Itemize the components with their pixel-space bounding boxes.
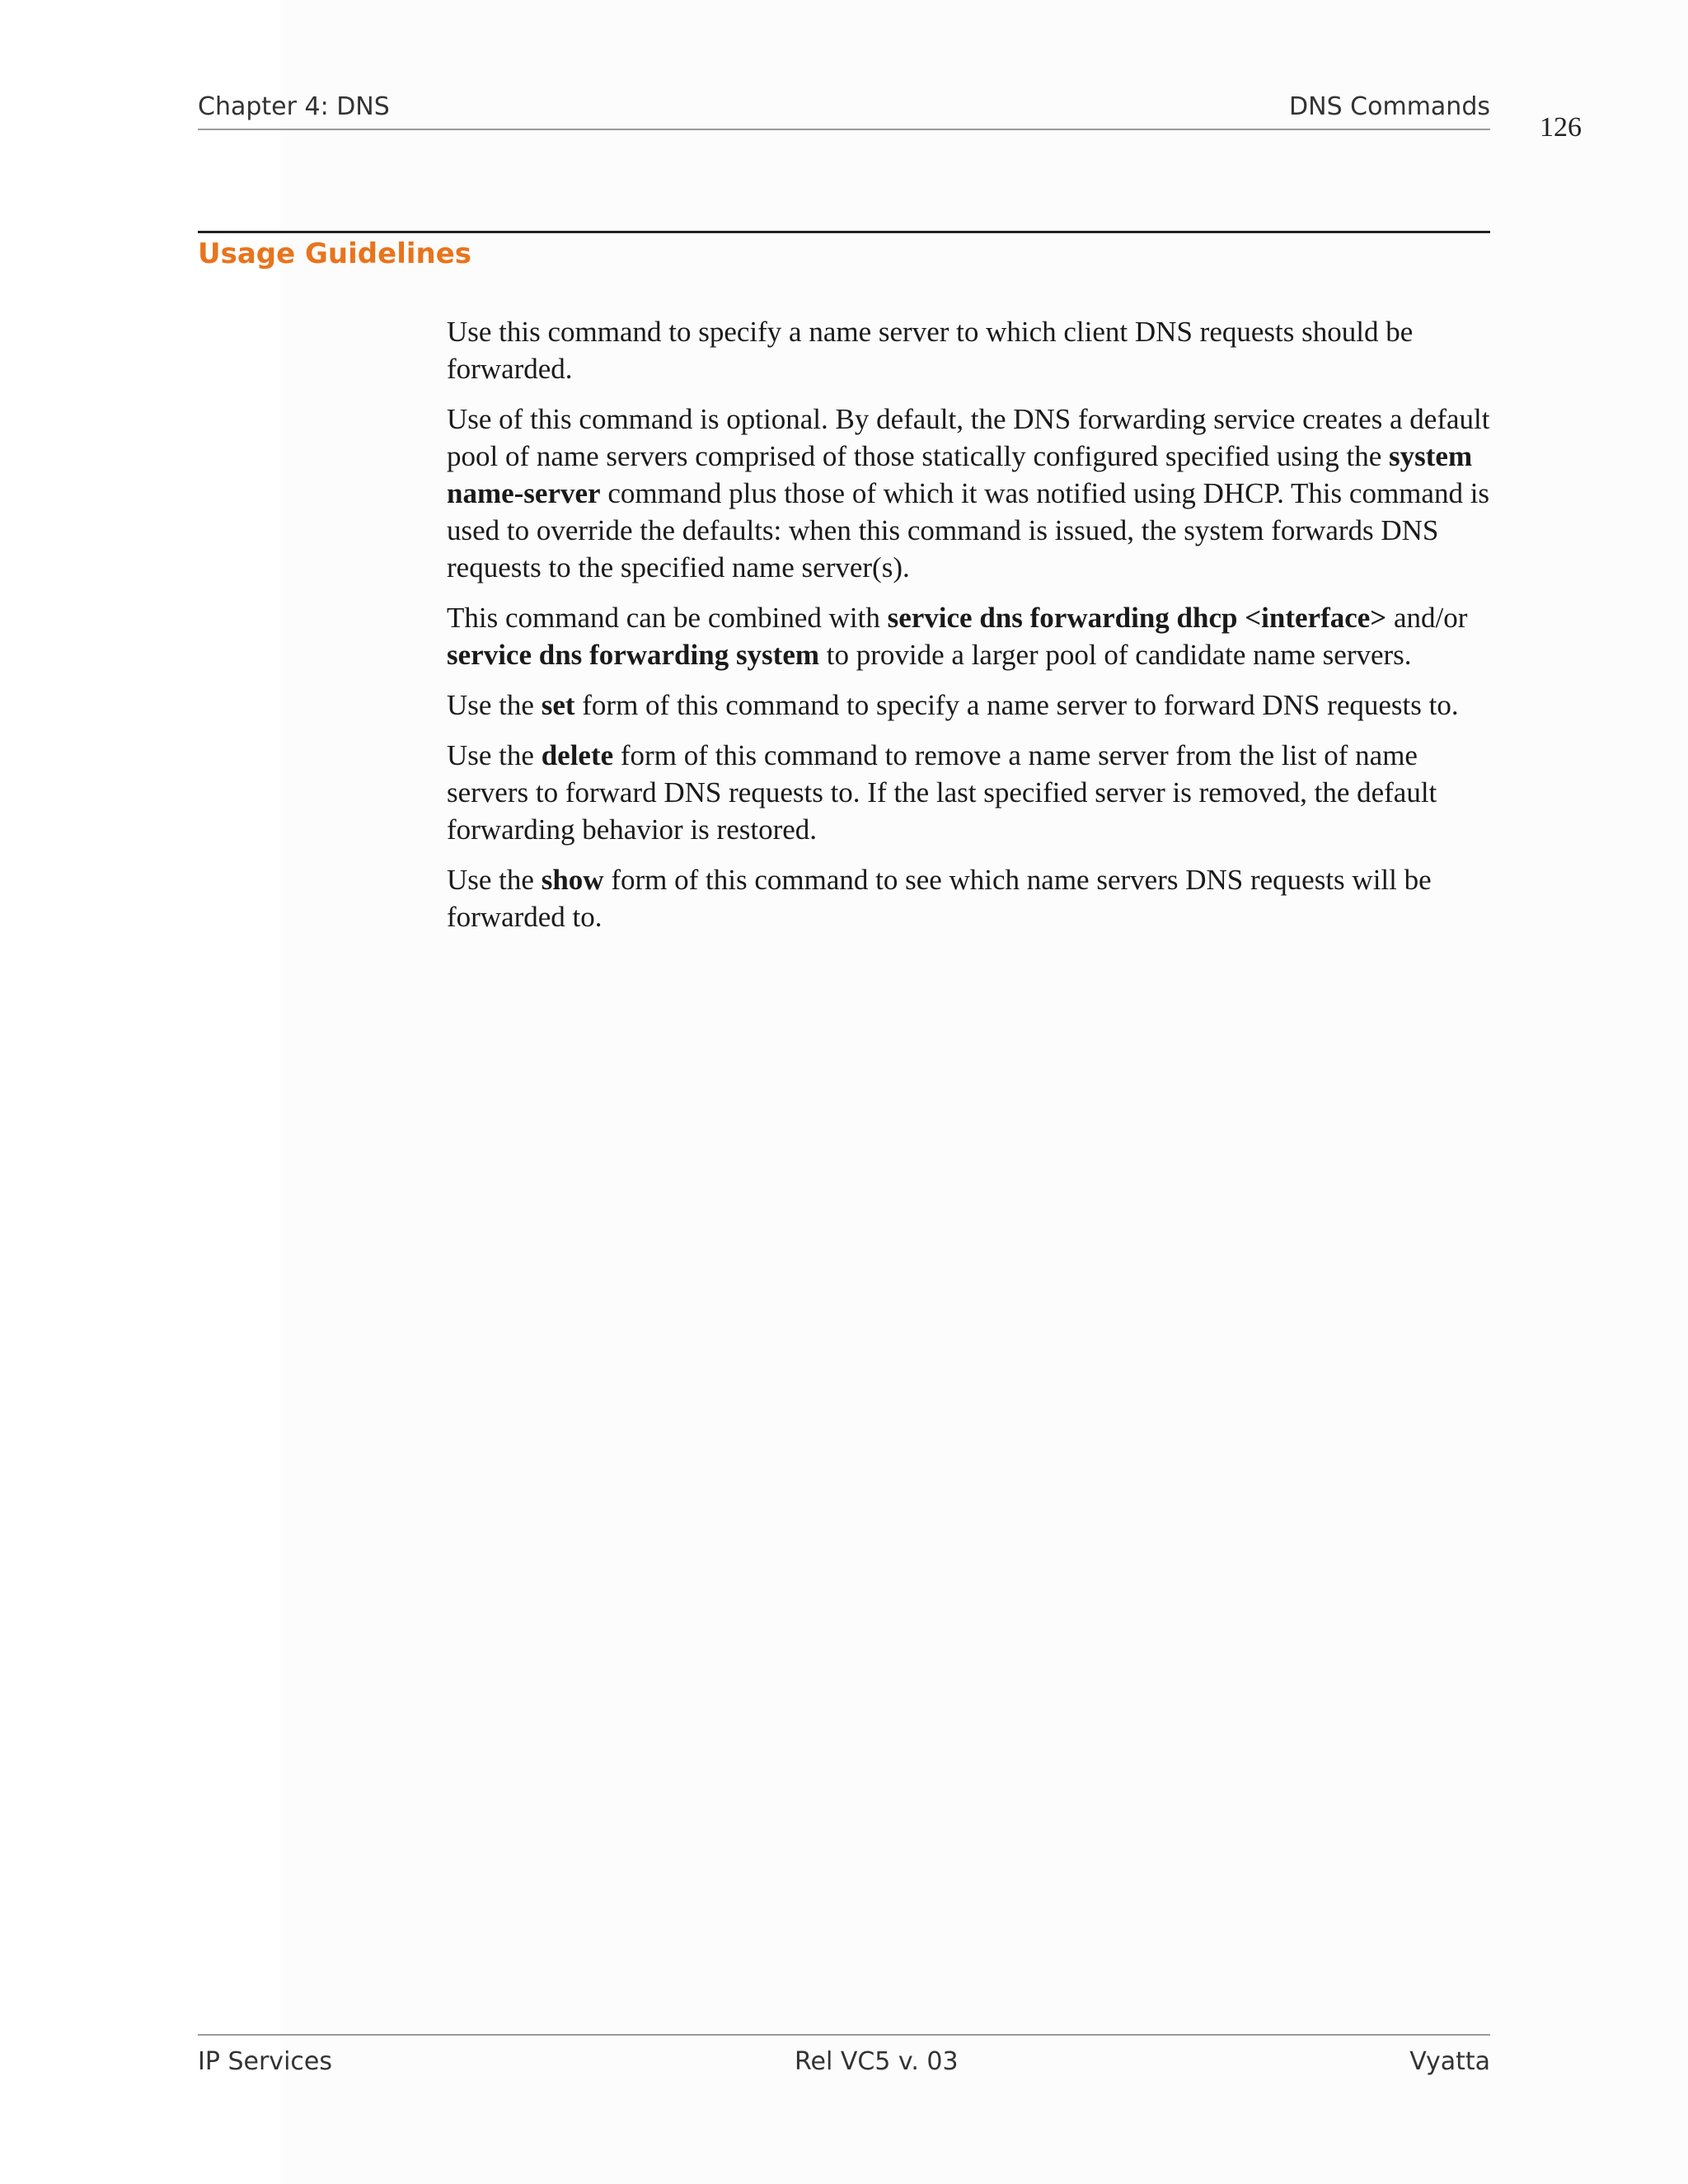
page-number: 126 [1540,112,1582,143]
usage-guidelines-heading: Usage Guidelines [198,237,471,270]
footer-release: Rel VC5 v. 03 [795,2047,959,2076]
command-reference: system name-server [447,440,1473,509]
section-divider [198,231,1490,233]
footer-company: Vyatta [1409,2047,1490,2076]
keyword-show: show [541,864,604,896]
paragraph-set-form: Use the set form of this command to specify a name server to forward DNS requests to. [447,689,1459,721]
paragraph-optional-usage: Use of this command is optional. By default, the DNS forwarding service creates a default pool of name servers comprised of those statically configured specified using the system name-server command plus those of which it was notified using DHCP. This command is used to override the defaults: when this command is issued, the system forwards DNS requests to the specified name server(s). [447,403,1490,583]
paragraph-purpose: Use this command to specify a name server to which client DNS requests should be forwarded. [447,316,1414,385]
paragraph-show-form: Use the show form of this command to see which name servers DNS requests will be forwarded to. [447,864,1432,933]
chapter-title: Chapter 4: DNS [198,92,390,121]
paragraph-delete-form: Use the delete form of this command to remove a name server from the list of name servers to forward DNS requests to. If the last specified server is removed, the default forwarding behavior is restored. [447,739,1437,846]
running-footer [198,2034,1490,2085]
keyword-set: set [541,689,575,721]
command-reference: service dns forwarding dhcp <interface> [887,602,1387,634]
section-title: DNS Commands [1289,92,1490,121]
keyword-delete: delete [541,739,614,771]
command-reference: service dns forwarding system [447,639,820,671]
body-text [447,313,1493,949]
running-header [198,89,1490,130]
footer-product: IP Services [198,2047,332,2076]
paragraph-combination: This command can be combined with service dns forwarding dhcp <interface> and/or service dns forwarding system to provide a larger pool of candidate name servers. [447,602,1468,671]
